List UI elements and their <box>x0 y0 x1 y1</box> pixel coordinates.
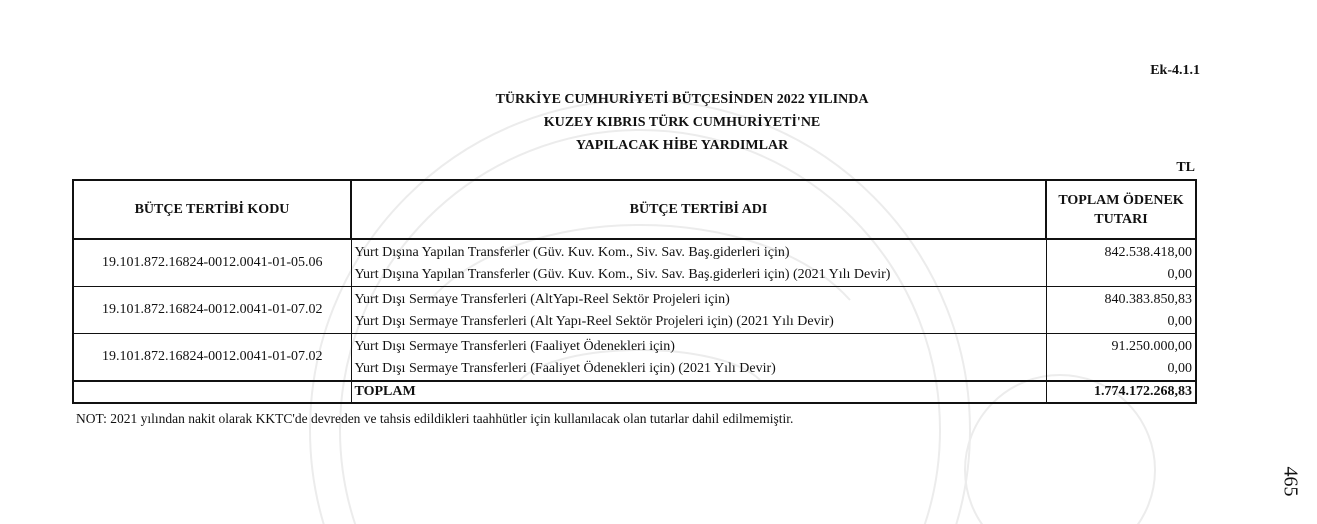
amount-cell: 0,00 <box>1046 311 1196 334</box>
header-amount-line2: TUTARI <box>1094 211 1148 227</box>
document-title <box>332 88 1032 157</box>
amount-cell: 0,00 <box>1046 358 1196 381</box>
title-line-2: KUZEY KIBRIS TÜRK CUMHURİYETİ'NE <box>543 115 821 130</box>
total-amount: 1.774.172.268,83 <box>1046 381 1196 403</box>
budget-code-cell: 19.101.872.16824-0012.0041-01-05.06 <box>73 239 351 287</box>
table-row <box>73 239 1196 264</box>
total-label: TOPLAM <box>351 381 1046 403</box>
page-number: 465 <box>1279 466 1302 497</box>
annex-reference: Ek-4.1.1 <box>1150 63 1200 78</box>
table-row <box>73 334 1196 359</box>
budget-name-cell: Yurt Dışı Sermaye Transferleri (AltYapı-Reel Sektör Projeleri için) <box>351 287 1046 312</box>
header-code: BÜTÇE TERTİBİ KODU <box>73 180 351 239</box>
header-amount <box>1046 180 1196 239</box>
title-line-1: TÜRKİYE CUMHURİYETİ BÜTÇESİNDEN 2022 YILINDA <box>495 92 869 107</box>
table-header-row <box>73 180 1196 239</box>
header-amount-line1: TOPLAM ÖDENEK <box>1058 192 1184 208</box>
budget-code-cell: 19.101.872.16824-0012.0041-01-07.02 <box>73 334 351 382</box>
header-name: BÜTÇE TERTİBİ ADI <box>351 180 1046 239</box>
budget-name-cell: Yurt Dışı Sermaye Transferleri (Faaliyet Ödenekleri için) <box>351 334 1046 359</box>
budget-name-cell: Yurt Dışı Sermaye Transferleri (Faaliyet Ödenekleri için) (2021 Yılı Devir) <box>351 358 1046 381</box>
title-line-3: YAPILACAK HİBE YARDIMLAR <box>575 138 789 153</box>
total-row <box>73 381 1196 403</box>
amount-cell: 0,00 <box>1046 264 1196 287</box>
table-row <box>73 287 1196 312</box>
footnote: NOT: 2021 yılından nakit olarak KKTC'de devreden ve tahsis edildikleri taahhütler için kullanılacak olan tutarlar dahil edilmemiştir. <box>76 411 794 426</box>
amount-cell: 842.538.418,00 <box>1046 239 1196 264</box>
budget-name-cell: Yurt Dışına Yapılan Transferler (Güv. Kuv. Kom., Siv. Sav. Baş.giderleri için) (2021 Yılı Devir) <box>351 264 1046 287</box>
amount-cell: 91.250.000,00 <box>1046 334 1196 359</box>
currency-label: TL <box>1176 160 1195 175</box>
total-code-cell <box>73 381 351 403</box>
budget-table <box>72 179 1197 404</box>
budget-name-cell: Yurt Dışı Sermaye Transferleri (Alt Yapı-Reel Sektör Projeleri için) (2021 Yılı Devir) <box>351 311 1046 334</box>
budget-code-cell: 19.101.872.16824-0012.0041-01-07.02 <box>73 287 351 334</box>
amount-cell: 840.383.850,83 <box>1046 287 1196 312</box>
budget-name-cell: Yurt Dışına Yapılan Transferler (Güv. Kuv. Kom., Siv. Sav. Baş.giderleri için) <box>351 239 1046 264</box>
